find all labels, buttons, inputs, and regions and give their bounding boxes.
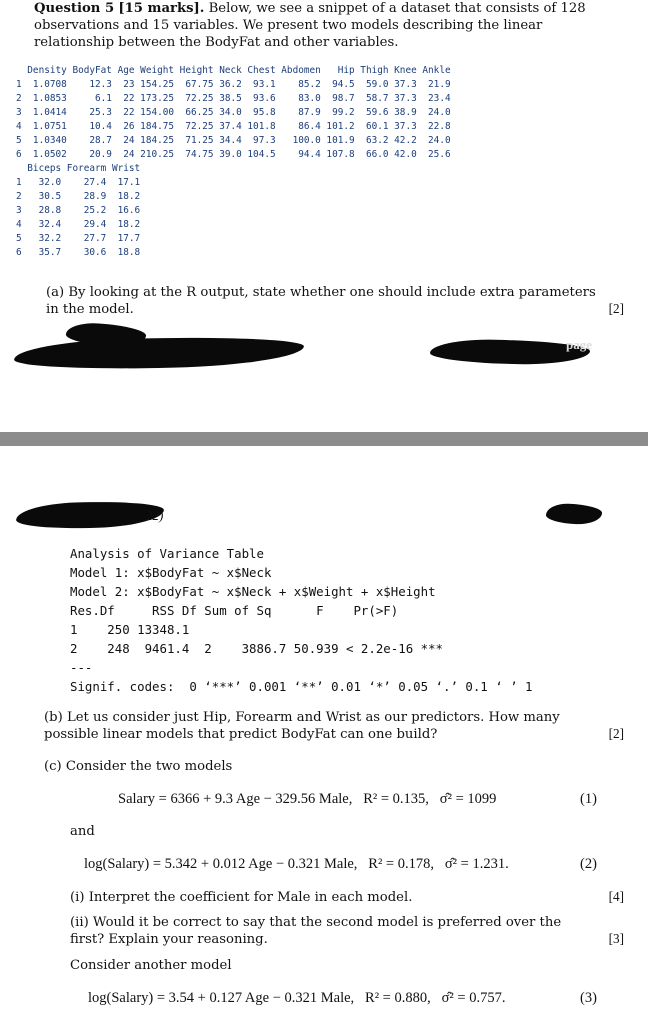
anova-table-output: Analysis of Variance Table Model 1: x$BodyFat ~ x$Neck Model 2: x$BodyFat ~ x$Neck + x$Weight + x$Height Res.Df RSS Df Sum of Sq F Pr(>F) 1 250 13348.1 2 248 9461.4 2 3886.7 50.939 < 2.2e-16 *** --- Signif. codes: 0 ‘***’ 0.001 ‘**’ 0.01 ‘*’ 0.05 ‘.’ 0.1 ‘ ’ 1 xyxy=(70,546,533,694)
part-b-text: Let us consider just Hip, Forearm and Wrist as our predictors. How many possible linear models that predict BodyFat can one build? xyxy=(44,710,560,742)
page-separator xyxy=(0,432,648,446)
redaction-scribble xyxy=(16,499,165,530)
sub-question-ii: (ii) Would it be correct to say that the second model is preferred over the first? Explain your reasoning. xyxy=(70,915,562,947)
part-a xyxy=(46,284,598,318)
redaction-scribble xyxy=(14,334,305,372)
part-c-text: Consider the two models xyxy=(65,759,233,774)
sub-question-i: (i) Interpret the coefficient for Male in each model. xyxy=(70,890,413,905)
equation-2-number: (2) xyxy=(580,856,597,872)
stray-page-text: page xyxy=(566,337,592,352)
part-a-text: By looking at the R output, state whether one should include extra parameters in the model. xyxy=(46,285,596,317)
question-intro: Below, we see a snippet of a dataset that consists of 128 observations and 15 variables. We present two models describing the linear relationship between the BodyFat and other variables. xyxy=(34,1,586,50)
equation-3: log(Salary) = 3.54 + 0.127 Age − 0.321 Male, R² = 0.880, σ̂² = 0.757. xyxy=(88,990,506,1006)
part-a-marks: [2] xyxy=(608,301,624,316)
part-c xyxy=(44,758,232,775)
part-a-label: (a) xyxy=(46,285,65,300)
and-text: and xyxy=(70,824,95,839)
part-b-marks: [2] xyxy=(608,726,624,741)
equation-1-number: (1) xyxy=(580,791,597,807)
equation-2: log(Salary) = 5.342 + 0.012 Age − 0.321 Male, R² = 0.178, σ̂² = 1.231. xyxy=(84,856,509,872)
sub-question-ii-marks: [3] xyxy=(608,931,624,946)
page-two xyxy=(0,446,648,1024)
equation-3-number: (3) xyxy=(580,990,597,1006)
question-number: Question 5 xyxy=(34,1,115,16)
part-b-label: (b) xyxy=(44,710,63,725)
equation-1: Salary = 6366 + 9.3 Age − 329.56 Male, R² = 0.135, σ̂² = 1099 xyxy=(118,791,497,807)
dataset-snippet-output: Density BodyFat Age Weight Height Neck Chest Abdomen Hip Thigh Knee Ankle 1 1.0708 12.3 23 154.25 67.75 36.2 93.1 85.2 94.5 59.0 37.3 21.9 2 1.0853 6.1 22 173.25 72.25 38.5 93.6 83.0 98.7 58.7 37.3 23.4 3 1.0414 25.3 22 154.00 66.25 34.0 95.8 87.9 99.2 59.6 38.9 24.0 4 1.0751 10.4 26 184.75 72.25 37.4 101.8 86.4 101.2 60.1 37.3 22.8 5 1.0340 28.7 24 184.25 71.25 34.4 97.3 100.0 101.9 63.2 42.2 24.0 6 1.0502 20.9 24 210.25 74.75 39.0 104.5 94.4 107.8 66.0 42.0 25.6 Biceps Forearm Wrist 1 32.0 27.4 17.1 2 30.5 28.9 18.2 3 28.8 25.2 16.6 4 32.4 29.4 18.2 5 32.2 27.7 17.7 6 35.7 30.6 18.8 xyxy=(16,65,451,258)
question-header xyxy=(34,0,624,51)
another-model-text: Consider another model xyxy=(70,958,232,973)
part-b xyxy=(44,709,592,743)
redaction-scribble xyxy=(546,503,603,525)
question-marks: [15 marks]. xyxy=(118,1,205,16)
page-one xyxy=(0,0,648,432)
sub-question-i-marks: [4] xyxy=(608,889,624,904)
part-c-label: (c) xyxy=(44,759,62,774)
stray-text-fragment: 22) xyxy=(146,508,164,523)
